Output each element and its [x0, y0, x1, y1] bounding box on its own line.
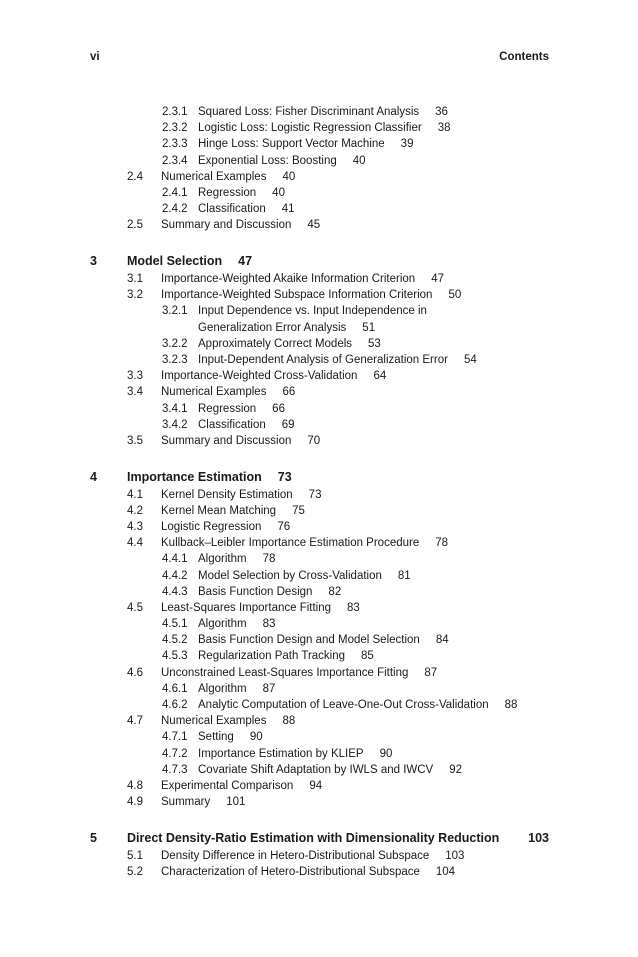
subsection-entry[interactable]: [0, 648, 638, 664]
entry-title: Kullback–Leibler Importance Estimation Procedure: [161, 537, 420, 550]
entry-page-number: 69: [281, 418, 295, 431]
entry-page-number: 53: [368, 337, 381, 350]
entry-title: Basis Function Design and Model Selection: [198, 634, 420, 647]
entry-page-number: 51: [362, 321, 376, 334]
entry-number: 3.2.1: [162, 305, 188, 318]
entry-title: Regularization Path Tracking: [198, 650, 346, 663]
entry-title: Generalization Error Analysis: [198, 321, 347, 334]
chapter-spacer: [0, 810, 638, 828]
entry-body: [198, 153, 366, 169]
toc-chapter-group: [0, 810, 638, 880]
chapter-title: Importance Estimation: [127, 469, 262, 484]
entry-title: Unconstrained Least-Squares Importance Fitting: [161, 666, 409, 679]
entry-page-number: 83: [262, 618, 276, 631]
entry-number: 4.6: [127, 666, 143, 679]
entry-body: [198, 320, 375, 336]
entry-title: Experimental Comparison: [161, 779, 294, 792]
entry-page-number: 40: [352, 154, 366, 167]
entry-number: 4.7: [127, 715, 143, 728]
entry-number: 3.4: [127, 386, 143, 399]
toc-chapter-group: [0, 449, 638, 810]
entry-body: [161, 713, 295, 729]
section-entry[interactable]: [0, 794, 638, 810]
subsection-entry[interactable]: [0, 120, 638, 136]
entry-number: 4.4: [127, 537, 143, 550]
section-entry[interactable]: [0, 665, 638, 681]
entry-page-number: 84: [435, 634, 449, 647]
entry-body: [198, 729, 263, 745]
section-entry[interactable]: [0, 600, 638, 616]
entry-page-number: 78: [435, 537, 449, 550]
chapter-title: Direct Density-Ratio Estimation with Dimensionality Reduction: [127, 830, 500, 845]
entry-number: 4.4.1: [162, 553, 188, 566]
entry-page-number: 90: [379, 747, 393, 760]
entry-title: Summary and Discussion: [161, 434, 292, 447]
subsection-entry[interactable]: [0, 762, 638, 778]
subsection-entry[interactable]: [0, 632, 638, 648]
entry-title: Least-Squares Importance Fitting: [161, 601, 332, 614]
entry-title: Logistic Loss: Logistic Regression Classifier: [198, 122, 422, 135]
entry-title: Summary: [161, 796, 211, 809]
entry-page-number: 75: [292, 504, 305, 517]
entry-number: 4.9: [127, 796, 143, 809]
entry-page-number: 40: [272, 186, 285, 199]
chapter-page-number: 103: [528, 830, 549, 845]
entry-body: [161, 665, 437, 681]
entry-page-number: 88: [504, 699, 518, 711]
entry-number: 4.5: [127, 601, 143, 614]
entry-title: Exponential Loss: Boosting: [198, 154, 337, 167]
entry-body: [198, 104, 448, 120]
entry-title: Density Difference in Hetero-Distributional Subspace: [161, 849, 430, 862]
entry-number: 4.6.2: [162, 699, 188, 711]
subsection-entry[interactable]: [0, 746, 638, 762]
entry-title: Classification: [198, 203, 266, 216]
entry-page-number: 73: [308, 488, 322, 501]
entry-title: Covariate Shift Adaptation by IWLS and IWCV: [198, 763, 434, 776]
entry-page-number: 47: [431, 273, 444, 285]
entry-title: Logistic Regression: [161, 520, 262, 533]
entry-title: Kernel Mean Matching: [161, 504, 277, 517]
subsection-entry[interactable]: [0, 153, 638, 169]
entry-number: 4.2: [127, 504, 143, 517]
entry-title: Model Selection by Cross-Validation: [198, 569, 382, 582]
entry-page-number: 78: [262, 553, 276, 566]
section-entry[interactable]: [0, 384, 638, 400]
entry-body: [198, 185, 285, 201]
entry-number: 2.4.2: [162, 203, 188, 216]
chapter-spacer: [0, 449, 638, 467]
entry-title: Importance-Weighted Cross-Validation: [161, 370, 358, 383]
entry-page-number: 90: [249, 731, 263, 744]
entry-number: 3.1: [127, 273, 143, 285]
chapter-heading[interactable]: [0, 467, 638, 487]
section-entry[interactable]: [0, 169, 638, 185]
entry-body: [161, 864, 455, 880]
entry-body: [198, 697, 517, 713]
entry-page-number: 50: [448, 289, 462, 302]
entry-title: Characterization of Hetero-Distributional Subspace: [161, 866, 420, 878]
entry-number: 5.2: [127, 866, 143, 878]
entry-number: 2.4.1: [162, 186, 188, 199]
entry-title: Summary and Discussion: [161, 219, 292, 232]
entry-number: 3.5: [127, 434, 143, 447]
section-entry[interactable]: [0, 535, 638, 551]
subsection-entry[interactable]: [0, 401, 638, 417]
chapter-spacer: [0, 234, 638, 252]
section-entry[interactable]: [0, 519, 638, 535]
subsection-entry[interactable]: [0, 417, 638, 433]
entry-number: 4.6.1: [162, 682, 188, 695]
entry-title: Regression: [198, 186, 257, 199]
chapter-number: 3: [90, 254, 97, 268]
subsection-entry[interactable]: [0, 104, 638, 120]
entry-body: [198, 762, 462, 778]
subsection-entry[interactable]: [0, 681, 638, 697]
entry-page-number: 94: [309, 779, 323, 792]
entry-title: Numerical Examples: [161, 715, 267, 728]
entry-title: Approximately Correct Models: [198, 337, 353, 350]
entry-page-number: 70: [307, 434, 321, 447]
subsection-entry[interactable]: [0, 616, 638, 632]
subsection-entry[interactable]: [0, 320, 638, 336]
entry-number: 4.7.2: [162, 747, 188, 760]
entry-body: [161, 384, 295, 400]
section-entry[interactable]: [0, 487, 638, 503]
entry-body: [161, 778, 322, 794]
section-entry[interactable]: [0, 433, 638, 449]
entry-title: Numerical Examples: [161, 386, 267, 399]
entry-page-number: 66: [282, 386, 296, 399]
entry-body: [198, 201, 295, 217]
entry-number: 3.2: [127, 289, 143, 302]
chapter-title-wrap: [127, 467, 292, 487]
entry-title: Classification: [198, 418, 266, 431]
subsection-entry[interactable]: [0, 352, 638, 368]
entry-number: 4.4.2: [162, 569, 188, 582]
entry-body: [198, 120, 451, 136]
entry-number: 4.7.1: [162, 731, 188, 744]
chapter-heading[interactable]: [0, 251, 638, 271]
entry-page-number: 76: [277, 520, 291, 533]
entry-title: Setting: [198, 731, 234, 744]
subsection-entry[interactable]: [0, 136, 638, 152]
running-title: Contents: [499, 51, 549, 63]
entry-body: [161, 600, 360, 616]
page-folio: vi: [90, 51, 100, 63]
entry-page-number: 87: [262, 682, 276, 695]
entry-body: [198, 136, 413, 152]
entry-body: [161, 433, 320, 449]
entry-page-number: 82: [328, 585, 342, 598]
entry-number: 4.4.3: [162, 585, 188, 598]
chapter-title-wrap: [127, 251, 252, 271]
entry-number: 2.3.1: [162, 106, 188, 118]
entry-body: [161, 535, 448, 551]
section-entry[interactable]: [0, 503, 638, 519]
entry-body: [161, 848, 464, 864]
entry-number: 4.8: [127, 779, 143, 792]
entry-body: [198, 632, 449, 648]
subsection-entry[interactable]: [0, 584, 638, 600]
table-of-contents: [0, 104, 638, 880]
entry-title: Importance-Weighted Akaike Information Criterion: [161, 273, 416, 285]
section-entry[interactable]: [0, 287, 638, 303]
section-entry[interactable]: [0, 368, 638, 384]
entry-title: Kernel Density Estimation: [161, 488, 293, 501]
subsection-entry[interactable]: [0, 551, 638, 567]
entry-page-number: 83: [347, 601, 360, 614]
section-entry[interactable]: [0, 864, 638, 880]
entry-number: 4.5.3: [162, 650, 188, 663]
subsection-entry[interactable]: [0, 729, 638, 745]
entry-body: [198, 568, 411, 584]
entry-body: [198, 303, 427, 319]
entry-body: [161, 487, 321, 503]
subsection-entry[interactable]: [0, 201, 638, 217]
subsection-entry[interactable]: [0, 303, 638, 319]
entry-title: Algorithm: [198, 553, 247, 566]
entry-number: 3.4.1: [162, 402, 188, 415]
entry-body: [198, 401, 285, 417]
entry-body: [198, 551, 275, 567]
entry-title: Algorithm: [198, 618, 247, 631]
entry-page-number: 85: [361, 650, 374, 663]
entry-page-number: 45: [307, 219, 321, 232]
entry-body: [198, 648, 374, 664]
entry-page-number: 88: [282, 715, 296, 728]
entry-title: Algorithm: [198, 682, 247, 695]
entry-page-number: 41: [281, 203, 295, 216]
entry-page-number: 64: [373, 370, 387, 383]
entry-page-number: 104: [435, 866, 456, 878]
entry-page-number: 101: [226, 796, 246, 809]
entry-page-number: 103: [445, 849, 465, 862]
subsection-entry[interactable]: [0, 568, 638, 584]
entry-number: 2.3.3: [162, 138, 188, 151]
entry-number: 5.1: [127, 849, 143, 862]
section-entry[interactable]: [0, 778, 638, 794]
subsection-entry[interactable]: [0, 697, 638, 713]
entry-body: [198, 417, 295, 433]
chapter-heading[interactable]: [0, 828, 638, 848]
entry-number: 4.5.2: [162, 634, 188, 647]
entry-title: Numerical Examples: [161, 170, 267, 183]
entry-title: Analytic Computation of Leave-One-Out Cross-Validation: [198, 699, 489, 711]
entry-body: [161, 368, 386, 384]
entry-body: [198, 681, 275, 697]
toc-chapter-group: [0, 234, 638, 450]
entry-number: 2.4: [127, 170, 143, 183]
entry-number: 2.3.4: [162, 154, 188, 167]
section-entry[interactable]: [0, 848, 638, 864]
entry-body: [161, 503, 305, 519]
entry-number: 2.5: [127, 219, 143, 232]
entry-number: 3.3: [127, 370, 143, 383]
entry-page-number: 39: [400, 138, 414, 151]
entry-body: [161, 287, 461, 303]
chapter-page-number: 47: [238, 254, 253, 268]
entry-page-number: 87: [424, 666, 438, 679]
entry-title: Squared Loss: Fisher Discriminant Analysis: [198, 106, 420, 118]
entry-page-number: 40: [282, 170, 296, 183]
entry-number: 3.2.2: [162, 337, 188, 350]
section-entry[interactable]: [0, 217, 638, 233]
entry-number: 4.7.3: [162, 763, 188, 776]
toc-chapter-group: [0, 104, 638, 234]
entry-body: [198, 746, 392, 762]
entry-body: [161, 217, 320, 233]
section-entry[interactable]: [0, 271, 638, 287]
entry-title: Input-Dependent Analysis of Generalization Error: [198, 353, 448, 366]
entry-number: 4.5.1: [162, 618, 188, 631]
entry-title: Hinge Loss: Support Vector Machine: [198, 138, 385, 151]
entry-body: [198, 616, 275, 632]
entry-number: 3.2.3: [162, 353, 188, 366]
entry-number: 2.3.2: [162, 122, 188, 135]
entry-number: 4.1: [127, 488, 143, 501]
entry-page-number: 81: [397, 569, 411, 582]
subsection-entry[interactable]: [0, 336, 638, 352]
entry-body: [198, 336, 381, 352]
page-header: [90, 51, 549, 67]
entry-body: [161, 169, 295, 185]
chapter-number: 5: [90, 830, 97, 845]
section-entry[interactable]: [0, 713, 638, 729]
entry-page-number: 66: [272, 402, 285, 415]
entry-body: [198, 352, 477, 368]
subsection-entry[interactable]: [0, 185, 638, 201]
entry-title: Importance-Weighted Subspace Information Criterion: [161, 289, 433, 302]
entry-title: Regression: [198, 402, 257, 415]
entry-number: 4.3: [127, 520, 143, 533]
chapter-number: 4: [90, 469, 97, 484]
entry-page-number: 36: [435, 106, 448, 118]
entry-page-number: 38: [437, 122, 451, 135]
entry-body: [161, 271, 444, 287]
entry-body: [198, 584, 341, 600]
chapter-title: Model Selection: [127, 254, 223, 268]
entry-title: Basis Function Design: [198, 585, 313, 598]
entry-body: [161, 794, 245, 810]
chapter-title-wrap: [127, 828, 499, 848]
entry-body: [161, 519, 290, 535]
chapter-page-number: 73: [277, 469, 292, 484]
entry-number: 3.4.2: [162, 418, 188, 431]
entry-title: Importance Estimation by KLIEP: [198, 747, 364, 760]
entry-page-number: 54: [463, 353, 477, 366]
entry-page-number: 92: [449, 763, 463, 776]
entry-title: Input Dependence vs. Input Independence in: [198, 305, 427, 318]
